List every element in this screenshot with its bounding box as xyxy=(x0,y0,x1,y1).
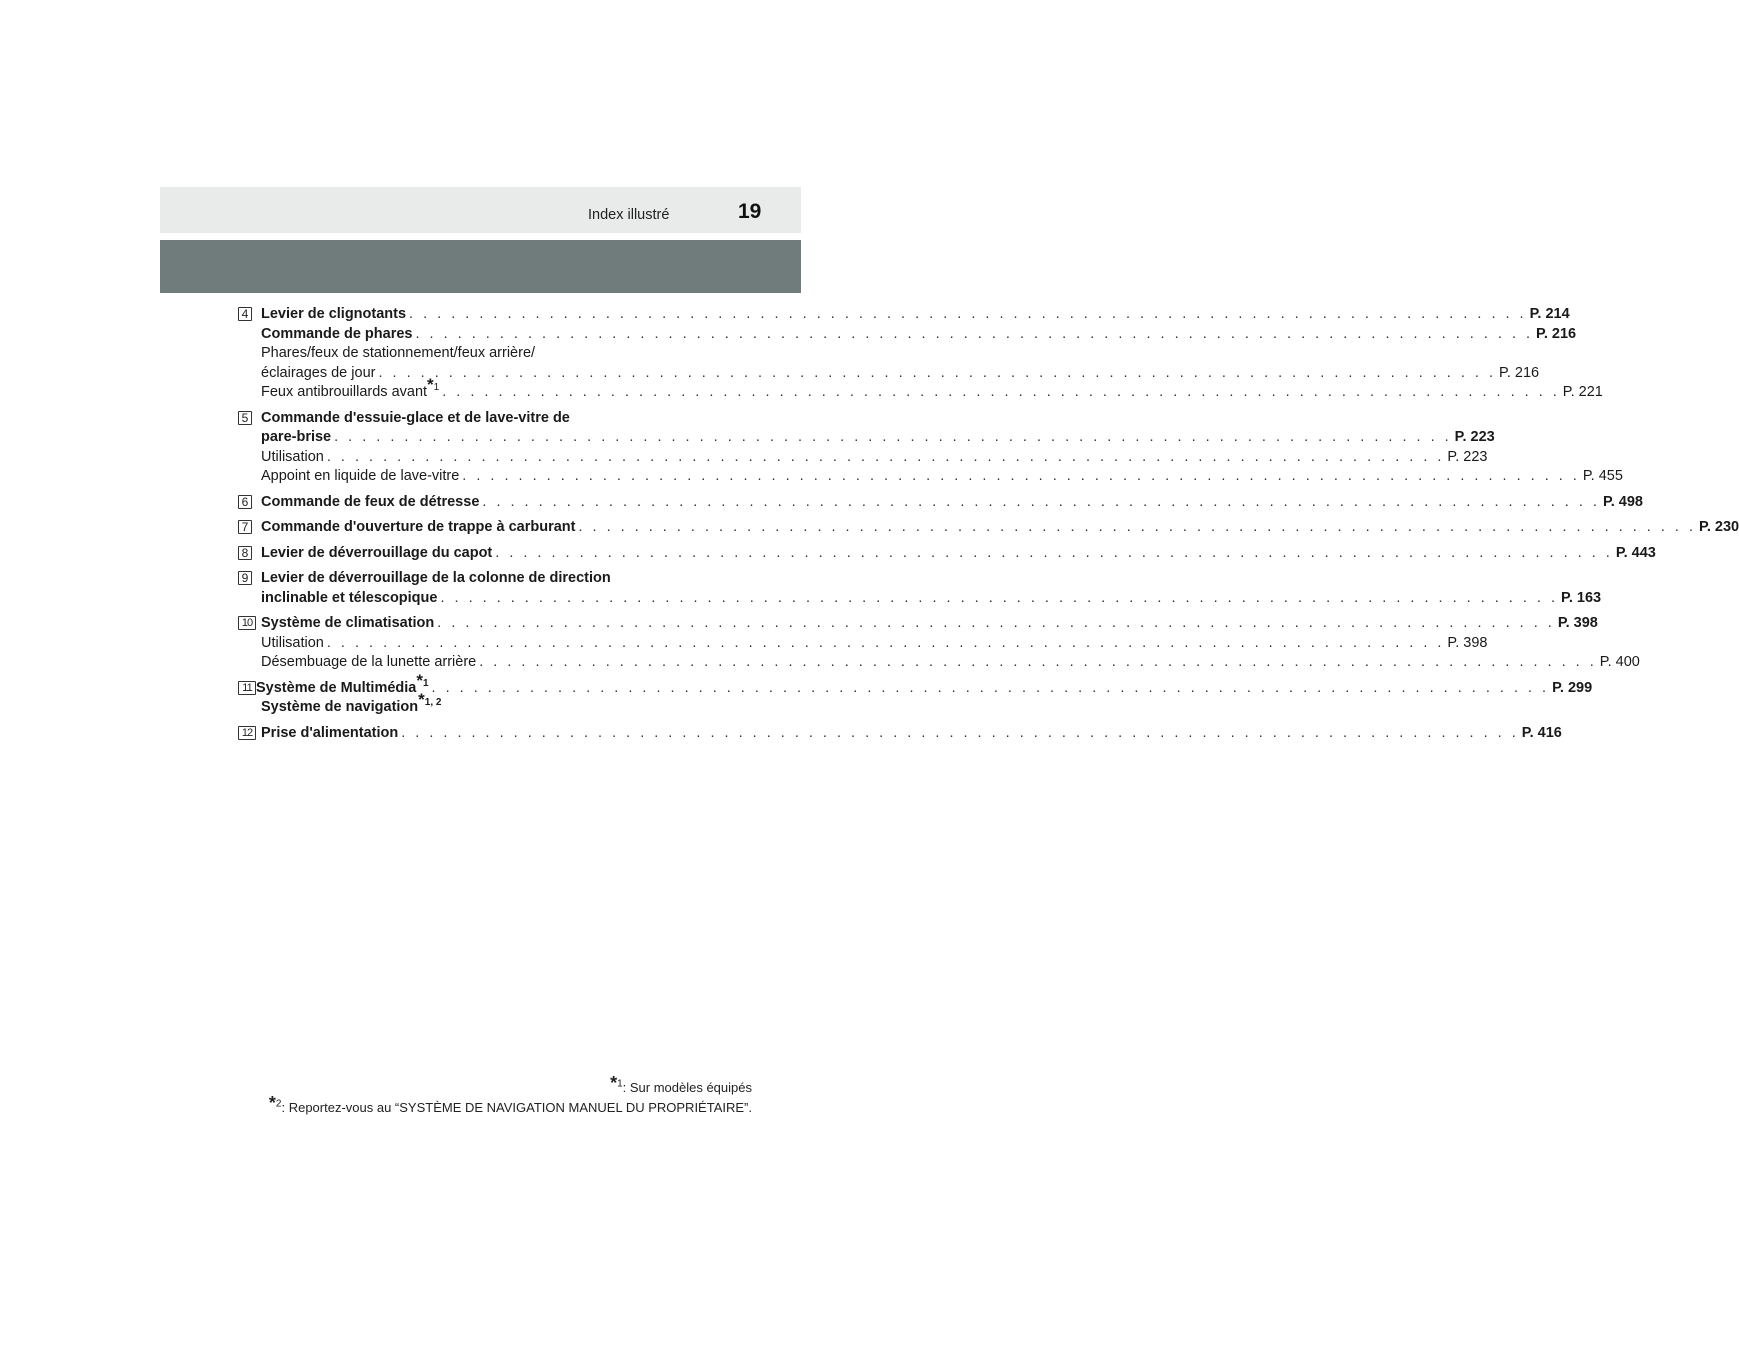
index-subitem xyxy=(261,344,724,364)
footnote-reference: *1, 2 xyxy=(418,690,442,710)
page-number: 19 xyxy=(738,200,762,223)
entry-label: Levier de déverrouillage du capot xyxy=(261,544,493,561)
dot-leader: . . . . . . . . . . . . . . . . . . . . . . . . . . . . . . . . . . . . . . . . . . . . . . . . . . . . . . . . . . . . . . . . . . . . . . . . . . . . . . . . xyxy=(482,493,1600,510)
page-reference[interactable]: P. 216 xyxy=(1536,325,1577,342)
entry-label: éclairages de jour xyxy=(261,364,376,381)
page-reference[interactable]: P. 400 xyxy=(1599,654,1640,670)
dot-leader: . . . . . . . . . . . . . . . . . . . . . . . . . . . . . . . . . . . . . . . . . . . . . . . . . . . . . . . . . . . . . . . . . . . . . . . . . . . . . . . . xyxy=(409,306,1527,322)
index-entry xyxy=(238,518,1739,538)
page-reference[interactable]: P. 398 xyxy=(1447,634,1488,651)
footnote-text: : Sur modèles équipés xyxy=(622,1080,752,1095)
item-number-marker: 10 xyxy=(238,616,256,630)
index-entry xyxy=(238,724,1562,744)
item-number-marker: 5 xyxy=(238,411,252,425)
item-number-marker: 8 xyxy=(238,546,252,560)
item-number-marker: 7 xyxy=(238,520,252,534)
item-number-marker: 11 xyxy=(238,681,256,695)
page-reference[interactable]: P. 223 xyxy=(1447,448,1488,465)
header-band xyxy=(160,187,801,233)
footnote: *$^1$: Sur modèles équipés xyxy=(610,1073,752,1095)
page-reference[interactable]: P. 230 xyxy=(1699,519,1739,535)
dot-leader: . . . . . . . . . . . . . . . . . . . . . . . . . . . . . . . . . . . . . . . . . . . . . . . . . . . . . . . . . . . . . . . . . . . . . . . . . . . . . . . . xyxy=(479,654,1597,670)
dot-leader: . . . . . . . . . . . . . . . . . . . . . . . . . . . . . . . . . . . . . . . . . . . . . . . . . . . . . . . . . . . . . . . . . . . . . . . . . . . . . . . . xyxy=(401,724,1519,741)
entry-label: Utilisation xyxy=(261,448,324,465)
dot-leader: . . . . . . . . . . . . . . . . . . . . . . . . . . . . . . . . . . . . . . . . . . . . . . . . . . . . . . . . . . . . . . . . . . . . . . . . . . . . . . . . xyxy=(578,519,1697,535)
entry-label: Utilisation xyxy=(261,634,324,651)
dot-leader: . . . . . . . . . . . . . . . . . . . . . . . . . . . . . . . . . . . . . . . . . . . . . . . . . . . . . . . . . . . . . . . . . . . . . . . . . . . . . . . . xyxy=(440,589,1559,606)
page-reference[interactable]: P. 416 xyxy=(1521,724,1562,741)
entry-label: Commande d'essuie-glace et de lave-vitre de xyxy=(261,409,570,426)
index-heading xyxy=(261,690,724,718)
index-entry xyxy=(238,544,1656,564)
index-subitem[interactable] xyxy=(261,634,1488,654)
index-entry xyxy=(238,493,1643,513)
page-reference[interactable]: P. 443 xyxy=(1615,544,1656,561)
section-band xyxy=(160,240,801,293)
index-entry xyxy=(238,614,1640,673)
page-reference[interactable]: P. 498 xyxy=(1602,493,1643,510)
index-heading[interactable] xyxy=(261,493,1643,513)
index-subitem[interactable] xyxy=(261,375,1603,403)
entry-label: Système de Multimédia$^{*1}$ xyxy=(256,670,429,696)
index-heading[interactable] xyxy=(261,305,1570,325)
footnote-mark: 2 xyxy=(275,1098,282,1110)
footnote-text: : Reportez-vous au “SYSTÈME DE NAVIGATION MANUEL DU PROPRIÉTAIRE”. xyxy=(281,1100,752,1115)
page-reference[interactable]: P. 214 xyxy=(1529,306,1570,322)
dot-leader: . . . . . . . . . . . . . . . . . . . . . . . . . . . . . . . . . . . . . . . . . . . . . . . . . . . . . . . . . . . . . . . . . . . . . . . . . . . . . . . . xyxy=(462,468,1580,484)
index-entry xyxy=(238,569,1602,608)
index-heading[interactable] xyxy=(261,589,1602,609)
index-heading[interactable] xyxy=(261,614,1598,634)
index-subitem[interactable] xyxy=(261,364,1540,384)
index-entry xyxy=(238,305,1603,403)
dot-leader: . . . . . . . . . . . . . . . . . . . . . . . . . . . . . . . . . . . . . . . . . . . . . . . . . . . . . . . . . . . . . . . . . . . . . . . . . . . . . . . . xyxy=(442,384,1560,400)
entry-label: inclinable et télescopique xyxy=(261,589,438,606)
page-reference[interactable]: P. 299 xyxy=(1552,679,1593,696)
entry-label: Système de navigation$^{*1, 2}$ xyxy=(261,690,442,715)
footnote: *$^2$: Reportez-vous au “SYSTÈME DE NAVIGATION MANUEL DU PROPRIÉTAIRE”. xyxy=(268,1093,752,1115)
index-subitem[interactable] xyxy=(261,653,1640,673)
index-heading[interactable] xyxy=(261,428,1495,448)
entry-label: Phares/feux de stationnement/feux arrière/ xyxy=(261,345,536,361)
entry-label: Levier de déverrouillage de la colonne de direction xyxy=(261,570,611,586)
entry-label: Appoint en liquide de lave-vitre xyxy=(261,468,460,484)
page-reference[interactable]: P. 163 xyxy=(1561,589,1602,606)
index-entry xyxy=(238,670,1593,718)
item-number-marker: 9 xyxy=(238,571,252,585)
dot-leader: . . . . . . . . . . . . . . . . . . . . . . . . . . . . . . . . . . . . . . . . . . . . . . . . . . . . . . . . . . . . . . . . . . . . . . . . . . . . . . . . xyxy=(495,544,1613,561)
page-reference[interactable]: P. 223 xyxy=(1454,429,1495,445)
footnotes xyxy=(268,1073,752,1118)
page-reference[interactable]: P. 398 xyxy=(1557,615,1598,631)
index-subitem[interactable] xyxy=(261,467,1623,487)
index-heading[interactable] xyxy=(256,670,1593,699)
entry-label: Commande de phares xyxy=(261,325,413,342)
dot-leader: . . . . . . . . . . . . . . . . . . . . . . . . . . . . . . . . . . . . . . . . . . . . . . . . . . . . . . . . . . . . . . . . . . . . . . . . . . . . . . . . xyxy=(334,429,1452,445)
dot-leader: . . . . . . . . . . . . . . . . . . . . . . . . . . . . . . . . . . . . . . . . . . . . . . . . . . . . . . . . . . . . . . . . . . . . . . . . . . . . . . . . xyxy=(431,679,1550,696)
index-heading[interactable] xyxy=(261,325,1577,345)
entry-label: Feux antibrouillards avant$^{*1}$ xyxy=(261,375,440,400)
entry-label: Commande de feux de détresse xyxy=(261,493,480,510)
page-reference[interactable]: P. 455 xyxy=(1582,468,1623,484)
index-list xyxy=(238,305,1739,749)
index-heading[interactable] xyxy=(261,724,1562,744)
entry-label: Levier de clignotants xyxy=(261,306,407,322)
index-heading xyxy=(261,409,724,429)
entry-label: pare-brise xyxy=(261,429,332,445)
dot-leader: . . . . . . . . . . . . . . . . . . . . . . . . . . . . . . . . . . . . . . . . . . . . . . . . . . . . . . . . . . . . . . . . . . . . . . . . . . . . . . . . xyxy=(326,448,1445,465)
entry-label: Commande d'ouverture de trappe à carburant xyxy=(261,519,576,535)
item-number-marker: 6 xyxy=(238,495,252,509)
page-reference[interactable]: P. 216 xyxy=(1499,364,1540,381)
index-subitem[interactable] xyxy=(261,448,1488,468)
index-heading[interactable] xyxy=(261,518,1739,538)
footnote-reference: *1 xyxy=(416,670,429,690)
index-heading[interactable] xyxy=(261,544,1656,564)
index-entry xyxy=(238,409,1623,487)
dot-leader: . . . . . . . . . . . . . . . . . . . . . . . . . . . . . . . . . . . . . . . . . . . . . . . . . . . . . . . . . . . . . . . . . . . . . . . . . . . . . . . . xyxy=(326,634,1445,651)
footnote-mark: 1 xyxy=(617,1078,623,1090)
dot-leader: . . . . . . . . . . . . . . . . . . . . . . . . . . . . . . . . . . . . . . . . . . . . . . . . . . . . . . . . . . . . . . . . . . . . . . . . . . . . . . . . xyxy=(437,615,1555,631)
footnote-reference: *1 xyxy=(427,375,440,395)
index-heading xyxy=(261,569,724,589)
entry-label: Désembuage de la lunette arrière xyxy=(261,654,477,670)
entry-label: Système de climatisation xyxy=(261,615,435,631)
section-title: Index illustré xyxy=(588,207,670,223)
entry-label: Prise d'alimentation xyxy=(261,724,399,741)
page-reference[interactable]: P. 221 xyxy=(1562,384,1603,400)
item-number-marker: 12 xyxy=(238,726,256,740)
dot-leader: . . . . . . . . . . . . . . . . . . . . . . . . . . . . . . . . . . . . . . . . . . . . . . . . . . . . . . . . . . . . . . . . . . . . . . . . . . . . . . . . xyxy=(415,325,1534,342)
item-number-marker: 4 xyxy=(238,307,252,321)
dot-leader: . . . . . . . . . . . . . . . . . . . . . . . . . . . . . . . . . . . . . . . . . . . . . . . . . . . . . . . . . . . . . . . . . . . . . . . . . . . . . . . . xyxy=(378,364,1497,381)
